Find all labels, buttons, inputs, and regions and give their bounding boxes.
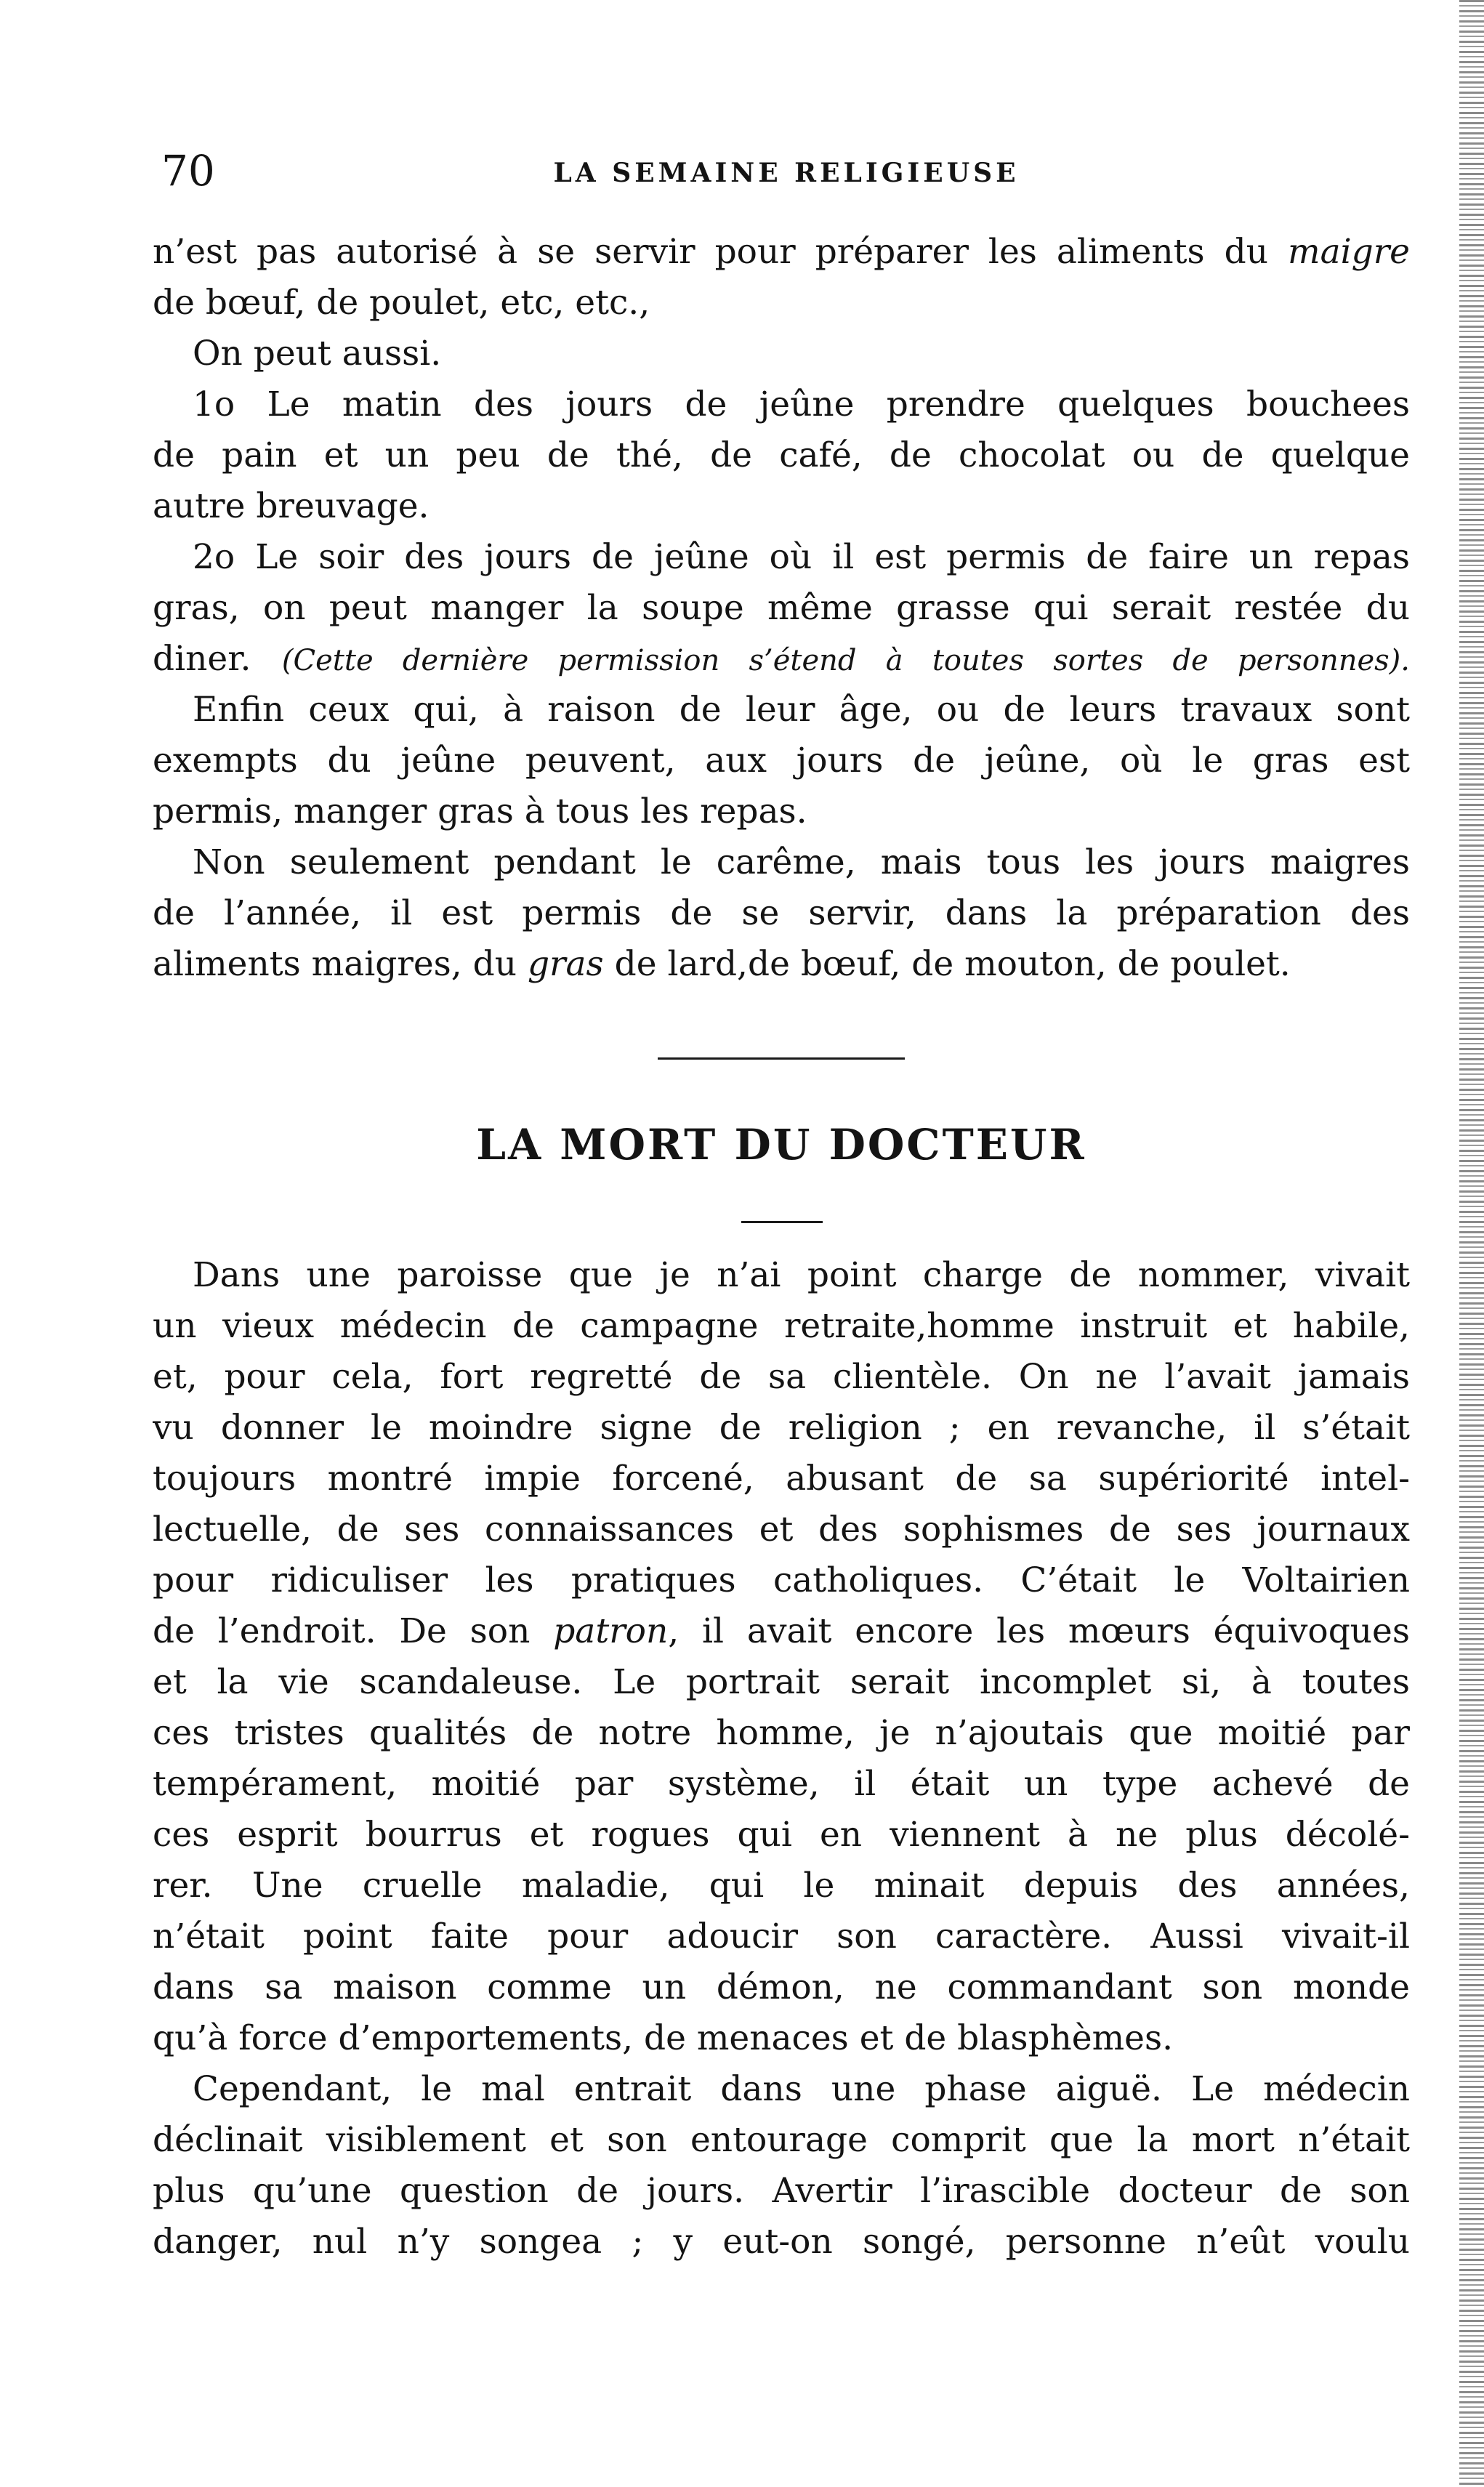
- text-line: [153, 1250, 1410, 1301]
- text-segment: qu’à force d’emportements, de menaces et de blasphèmes.: [153, 2018, 1174, 2058]
- text-line: [153, 837, 1410, 888]
- text-segment: ces tristes qualités de notre homme, je n’ajoutais que moitié par: [153, 1713, 1410, 1753]
- text-line: [153, 939, 1410, 990]
- text-segment: n’était point faite pour adoucir son caractère. Aussi vivait-il: [153, 1916, 1410, 1956]
- text-segment: Dans une paroisse que je n’ai point charge de nommer, vivait: [193, 1255, 1410, 1295]
- text-line: [153, 1352, 1410, 1403]
- text-segment: gras, on peut manger la soupe même grasse qui serait restée du: [153, 588, 1410, 628]
- text-segment: n’est pas autorisé à se servir pour préparer les aliments du: [153, 232, 1288, 272]
- text-segment: et la vie scandaleuse. Le portrait serait incomplet si, à toutes: [153, 1662, 1410, 1702]
- text-segment: 1o Le matin des jours de jeûne prendre quelques bouchees: [193, 384, 1410, 424]
- text-segment: rer. Une cruelle maladie, qui le minait depuis des années,: [153, 1866, 1410, 1906]
- text-segment: danger, nul n’y songea ; y eut-on songé, personne n’eût voulu: [153, 2222, 1410, 2262]
- text-segment: pour ridiculiser les pratiques catholiques. C’était le Voltairien: [153, 1560, 1410, 1600]
- text-line: [153, 1606, 1410, 1657]
- page-header: [161, 145, 1411, 196]
- text-segment: de bœuf, de poulet, etc, etc.,: [153, 283, 650, 323]
- italic-segment: (Cette dernière permission s’étend à toutes sortes de personnes).: [281, 644, 1410, 677]
- text-line: [153, 1759, 1410, 1810]
- text-segment: permis, manger gras à tous les repas.: [153, 791, 807, 831]
- text-line: [153, 1861, 1410, 1911]
- text-line: [153, 888, 1410, 939]
- text-segment: exempts du jeûne peuvent, aux jours de jeûne, où le gras est: [153, 741, 1410, 781]
- article-body: [153, 1250, 1410, 2268]
- text-segment: lectuelle, de ses connaissances et des sophismes de ses journaux: [153, 1509, 1410, 1549]
- text-line: [153, 2064, 1410, 2115]
- text-segment: ces esprit bourrus et rogues qui en viennent à ne plus décolé-: [153, 1815, 1410, 1855]
- text-line: [153, 1708, 1410, 1759]
- text-line: [153, 583, 1410, 634]
- section-divider-long: [658, 1057, 905, 1060]
- text-line: [153, 1555, 1410, 1606]
- text-segment: Enfin ceux qui, à raison de leur âge, ou de leurs travaux sont: [193, 690, 1410, 730]
- text-segment: dans sa maison comme un démon, ne commandant son monde: [153, 1967, 1410, 2007]
- running-title: LA SEMAINE RELIGIEUSE: [553, 158, 1020, 188]
- text-segment: On peut aussi.: [193, 334, 442, 374]
- text-line: [153, 1962, 1410, 2013]
- text-line: [153, 430, 1410, 481]
- text-line: [153, 634, 1410, 685]
- text-line: [153, 278, 1410, 328]
- text-segment: , il avait encore les mœurs équivoques: [668, 1611, 1410, 1651]
- text-segment: de l’endroit. De son: [153, 1611, 554, 1651]
- text-segment: de pain et un peu de thé, de café, de chocolat ou de quelque: [153, 435, 1410, 475]
- top-text-block: [153, 227, 1410, 990]
- text-line: [153, 1504, 1410, 1555]
- text-segment: déclinait visiblement et son entourage comprit que la mort n’était: [153, 2120, 1410, 2160]
- text-line: [153, 481, 1410, 532]
- italic-segment: maigre: [1288, 232, 1410, 272]
- text-line: [153, 786, 1410, 837]
- text-segment: vu donner le moindre signe de religion ; en revanche, il s’était: [153, 1408, 1410, 1448]
- section-title: LA MORT DU DOCTEUR: [476, 1120, 1086, 1169]
- page-edge-scan-artifact: [1459, 0, 1484, 2487]
- text-line: [153, 685, 1410, 735]
- italic-segment: patron: [553, 1611, 669, 1651]
- text-line: [153, 2166, 1410, 2217]
- text-line: [153, 379, 1410, 430]
- text-segment: 2o Le soir des jours de jeûne où il est permis de faire un repas: [193, 537, 1410, 577]
- text-segment: tempérament, moitié par système, il était un type achevé de: [153, 1764, 1410, 1804]
- text-line: [153, 328, 1410, 379]
- text-line: [153, 735, 1410, 786]
- text-line: [153, 2013, 1410, 2064]
- text-line: [153, 2217, 1410, 2268]
- text-segment: et, pour cela, fort regretté de sa clientèle. On ne l’avait jamais: [153, 1357, 1410, 1397]
- page-number: 70: [161, 146, 215, 196]
- text-segment: de l’année, il est permis de se servir, dans la préparation des: [153, 893, 1410, 933]
- text-line: [153, 227, 1410, 278]
- text-segment: Cependant, le mal entrait dans une phase aiguë. Le médecin: [193, 2069, 1410, 2109]
- text-segment: plus qu’une question de jours. Avertir l’irascible docteur de son: [153, 2171, 1410, 2211]
- text-line: [153, 532, 1410, 583]
- text-line: [153, 1810, 1410, 1861]
- text-line: [153, 1454, 1410, 1504]
- text-line: [153, 1657, 1410, 1708]
- text-segment: toujours montré impie forcené, abusant de sa supériorité intel-: [153, 1459, 1410, 1499]
- italic-segment: gras: [527, 944, 604, 984]
- text-segment: autre breuvage.: [153, 486, 430, 526]
- text-segment: aliments maigres, du: [153, 944, 528, 984]
- text-segment: de lard,de bœuf, de mouton, de poulet.: [603, 944, 1291, 984]
- section-divider-short: [741, 1221, 823, 1223]
- text-segment: diner.: [153, 639, 282, 679]
- text-line: [153, 2115, 1410, 2166]
- text-line: [153, 1301, 1410, 1352]
- text-segment: Non seulement pendant le carême, mais tous les jours maigres: [193, 842, 1410, 882]
- text-segment: un vieux médecin de campagne retraite,homme instruit et habile,: [153, 1306, 1410, 1346]
- text-line: [153, 1911, 1410, 1962]
- text-line: [153, 1403, 1410, 1454]
